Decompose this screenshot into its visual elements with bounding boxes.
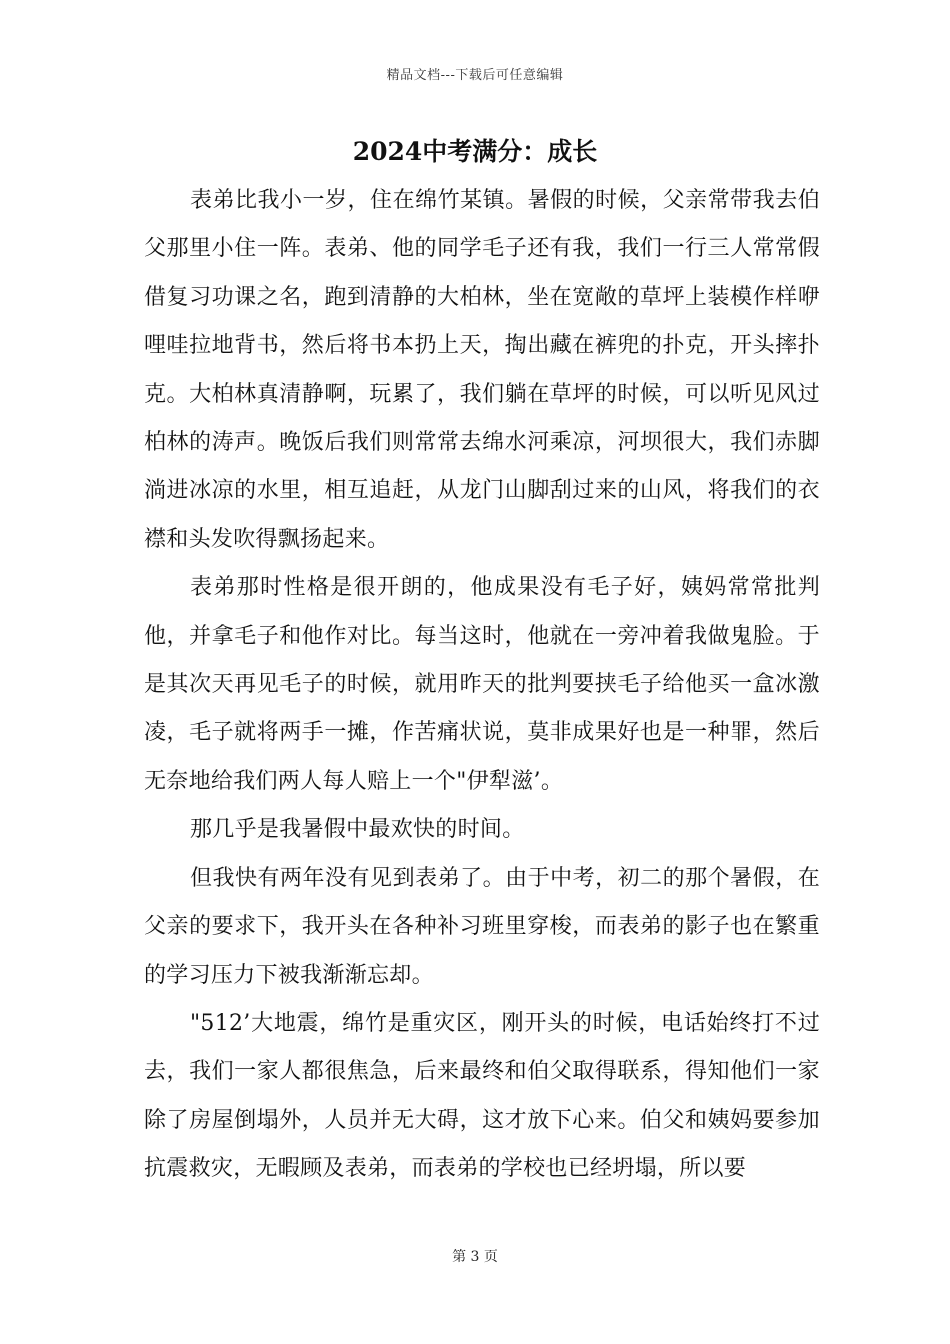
paragraph: 表弟比我小一岁，住在绵竹某镇。暑假的时候，父亲常带我去伯父那里小住一阵。表弟、他的同学毛子还有我，我们一行三人常常假借复习功课之名，跑到清静的大柏林，坐在宽敞的草坪上装模作样咿哩哇拉地背书，然后将书本扔上天，掏出藏在裤兜的扑克，开头摔扑克。大柏林真清静啊，玩累了，我们躺在草坪的时候，可以听见风过柏林的涛声。晚饭后我们则常常去绵水河乘凉，河坝很大，我们赤脚淌进冰凉的水里，相互追赶，从龙门山脚刮过来的山风，将我们的衣襟和头发吹得飘扬起来。 bbox=[144, 188, 820, 552]
document-title: 2024中考满分：成长 bbox=[352, 137, 598, 166]
page-number: 第 3 页 bbox=[452, 1249, 498, 1265]
page-header: 精品文档---下载后可任意编辑 bbox=[386, 68, 564, 83]
paragraph: "512’大地震，绵竹是重灾区，刚开头的时候，电话始终打不过去，我们一家人都很焦急，后来最终和伯父取得联系，得知他们一家除了房屋倒塌外，人员并无大碍，这才放下心来。伯父和姨妈要参加抗震救灾，无暇顾及表弟，而表弟的学校也已经坍塌，所以要 bbox=[144, 1010, 820, 1182]
paragraph: 那几乎是我暑假中最欢快的时间。 bbox=[190, 817, 525, 843]
paragraph: 但我快有两年没有见到表弟了。由于中考，初二的那个暑假，在父亲的要求下，我开头在各种补习班里穿梭，而表弟的影子也在繁重的学习压力下被我渐渐忘却。 bbox=[144, 865, 820, 988]
paragraph: 表弟那时性格是很开朗的，他成果没有毛子好，姨妈常常批判他，并拿毛子和他作对比。每当这时，他就在一旁冲着我做鬼脸。于是其次天再见毛子的时候，就用昨天的批判要挟毛子给他买一盒冰激凌，毛子就将两手一摊，作苦痛状说，莫非成果好也是一种罪，然后无奈地给我们两人每人赔上一个"伊犁滋’。 bbox=[144, 575, 820, 794]
document-body bbox=[144, 177, 820, 1194]
